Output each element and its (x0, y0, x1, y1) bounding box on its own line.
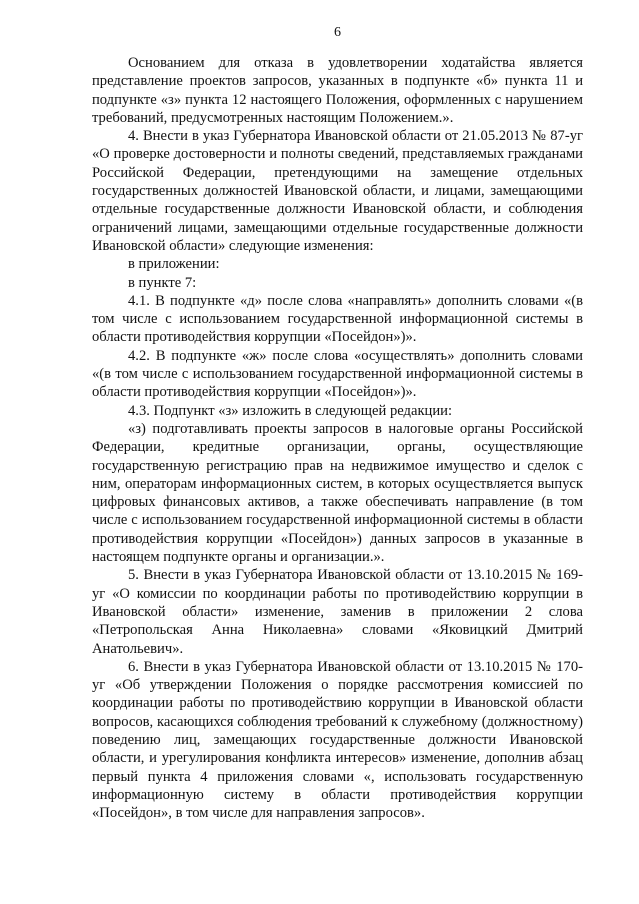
document-body (92, 54, 583, 822)
paragraph-item-5: 5. Внести в указ Губернатора Ивановской области от 13.10.2015 № 169-уг «О комиссии по координации работы по противодействию коррупции в Ивановской области» изменение, заменив в приложении 2 слова «Петропольская Анна Николаевна» словами «Яковицкий Дмитрий Анатольевич». (92, 567, 583, 657)
paragraph-item-4-2: 4.2. В подпункте «ж» после слова «осуществлять» дополнить словами «(в том числе с использованием государственной информационной системы в области противодействия коррупции «Посейдон»)». (92, 347, 583, 401)
paragraph-item-6: 6. Внести в указ Губернатора Ивановской области от 13.10.2015 № 170-уг «Об утверждении Положения о порядке рассмотрения комиссией по координации работы по противодействию коррупции в Ивановской области вопросов, касающихся соблюдения требований к служебному (должностному) поведению лиц, замещающих государственные должности Ивановской области, и урегулирования конфликта интересов» изменение, дополнив абзац первый пункта 4 приложения словами «, использовать государственную информационную систему в области противодействия коррупции «Посейдон», в том числе для направления запросов». (92, 658, 583, 822)
paragraph-in-appendix: в приложении: (128, 256, 220, 273)
paragraph-item-4: 4. Внести в указ Губернатора Ивановской области от 21.05.2013 № 87-уг «О проверке достоверности и полноты сведений, представляемых гражданами Российской Федерации, претендующими на замещение отдельных государственных должностей Ивановской области, и лицами, замещающими отдельные государственные должности Ивановской области, и соблюдения ограничений лицами, замещающими отдельные государственные должности Ивановской области» следующие изменения: (92, 128, 583, 254)
paragraph-item-4-3: 4.3. Подпункт «з» изложить в следующей редакции: (128, 402, 453, 419)
paragraph-subitem-z: «з) подготавливать проекты запросов в налоговые органы Российской Федерации, кредитные организации, органы, осуществляющие государственную регистрацию прав на недвижимое имущество и сделок с ним, операторам информационных систем, в которых осуществляется выпуск цифровых финансовых активов, а также обеспечивать направление (в том числе с использованием государственной информационной системы в области противодействия коррупции «Посейдон») данных запросов в указанные в настоящем подпункте органы и организации.». (92, 420, 583, 566)
paragraph-in-point-7: в пункте 7: (128, 274, 197, 291)
paragraph-item-4-1: 4.1. В подпункте «д» после слова «направлять» дополнить словами «(в том числе с использованием государственной информационной системы в области противодействия коррупции «Посейдон»)». (92, 292, 583, 346)
paragraph-refusal-grounds: Основанием для отказа в удовлетворении ходатайства является представление проектов запросов, указанных в подпункте «б» пункта 11 и подпункте «з» пункта 12 настоящего Положения, оформленных с нарушением требований, предусмотренных настоящим Положением.». (92, 55, 583, 126)
page-number: 6 (334, 25, 341, 40)
